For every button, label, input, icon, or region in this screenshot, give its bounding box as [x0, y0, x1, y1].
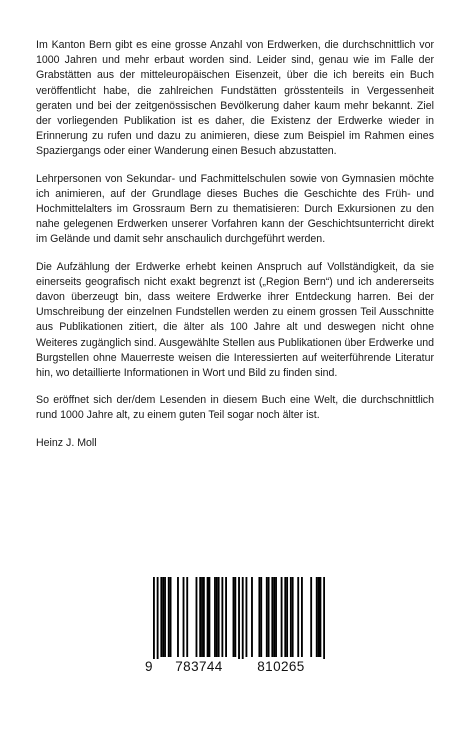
- isbn-barcode: [145, 577, 325, 678]
- barcode-bar: [320, 577, 322, 657]
- barcode-bar: [260, 577, 262, 657]
- paragraph-completeness: Die Aufzählung der Erdwerke erhebt keinen Anspruch auf Vollständigkeit, da sie einerseits geografisch nicht exakt begrenzt ist („Region Bern“) und ich andererseits davon überzeugt bin, dass weitere Erdwerke ihrer Entdeckung harren. Bei der Umschreibung der einzelnen Fundstellen werden zu einem grossen Teil Ausschnitte aus Publikationen zitiert, die älter als 100 Jahre alt und deswegen nicht ohne Weiteres zugänglich sind. Ausgewählte Stellen aus Publikationen über Erdwerke und Burgstellen ohne Mauerreste weisen die Interessierten auf weiterführende Literatur hin, wo detaillierte Informationen in Wort und Bild zu finden sind.: [36, 260, 434, 380]
- barcode-bar: [203, 577, 205, 657]
- barcode-bar: [170, 577, 172, 657]
- barcode-bar: [196, 577, 198, 657]
- barcode-bar: [153, 577, 155, 659]
- barcode-bar: [177, 577, 179, 657]
- barcode-bar: [199, 577, 201, 657]
- barcode-bar: [160, 577, 162, 657]
- barcode-bar: [251, 577, 253, 657]
- barcode-bar: [275, 577, 277, 657]
- barcode-bar: [225, 577, 227, 657]
- barcode-bar: [162, 577, 164, 657]
- barcode-bar: [234, 577, 236, 657]
- barcode-bar: [286, 577, 288, 657]
- paragraph-teachers: Lehrpersonen von Sekundar- und Fachmittelschulen sowie von Gymnasien möchte ich animieren, auf der Grundlage dieses Buches die Geschichte des Früh- und Hochmittelalters im Grossraum Bern zu thematisieren: Durch Exkursionen zu den nahe gelegenen Erdwerken unserer Vorfahren kann der Geschichtsunterricht direkt im Gelände und damit sehr anschaulich durchgeführt werden.: [36, 172, 434, 246]
- barcode-left-group: 783744: [175, 659, 223, 674]
- barcode-bar: [290, 577, 292, 657]
- barcode-digits: [145, 659, 325, 674]
- barcode-bar: [186, 577, 188, 657]
- barcode-right-group: 810265: [257, 659, 305, 674]
- barcode-bar: [271, 577, 273, 657]
- barcode-bar: [221, 577, 223, 657]
- barcode-bar: [292, 577, 294, 657]
- barcode-bar: [316, 577, 318, 657]
- barcode-bar: [266, 577, 268, 657]
- barcode-bar: [258, 577, 260, 657]
- barcode-bar: [242, 577, 244, 659]
- barcode-bar: [209, 577, 211, 657]
- barcode-bar: [233, 577, 235, 657]
- barcode-bar: [157, 577, 159, 659]
- paragraph-closing: So eröffnet sich der/dem Lesenden in diesem Buch eine Welt, die durchschnittlich rund 1000 Jahre alt, zu einem guten Teil sogar noch älter ist.: [36, 394, 434, 422]
- back-cover-text: [36, 38, 434, 451]
- barcode-bar: [297, 577, 299, 657]
- barcode-bar: [246, 577, 248, 657]
- barcode-bars: [147, 577, 325, 659]
- barcode-bar: [268, 577, 270, 657]
- barcode-bar: [183, 577, 185, 657]
- barcode-bar: [310, 577, 312, 657]
- author-signature: Heinz J. Moll: [36, 436, 97, 449]
- barcode-bar: [238, 577, 240, 659]
- barcode-bar: [281, 577, 283, 657]
- barcode-bar: [301, 577, 303, 657]
- barcode-bar: [216, 577, 218, 657]
- barcode-bar: [318, 577, 320, 657]
- barcode-bar: [164, 577, 166, 657]
- barcode-bar: [284, 577, 286, 657]
- barcode-bar: [273, 577, 275, 657]
- barcode-bar: [207, 577, 209, 657]
- barcode-bar: [218, 577, 220, 657]
- barcode-first-digit: 9: [145, 659, 153, 674]
- barcode-bar: [214, 577, 216, 657]
- barcode-bar: [168, 577, 170, 657]
- paragraph-intro: Im Kanton Bern gibt es eine grosse Anzahl von Erdwerken, die durchschnittlich vor 1000 Jahren und mehr erbaut worden sind. Leider sind, genau wie im Falle der Grabstätten aus der mitteleuropäischen Eisenzeit, über die ich bereits ein Buch veröffentlicht habe, die zahlreichen Fundstätten grösstenteils in Vergessenheit geraten und bei der zeitgenössischen Bevölkerung daher kaum mehr bekannt. Ziel der vorliegenden Publikation ist es daher, die Existenz der Erdwerke wieder in Erinnerung zu rufen und dazu zu animieren, diese zum Beispiel im Rahmen eines Spaziergangs oder einer Wanderung einen Besuch abzustatten.: [36, 39, 434, 158]
- barcode-bar: [201, 577, 203, 657]
- barcode-bar: [323, 577, 325, 659]
